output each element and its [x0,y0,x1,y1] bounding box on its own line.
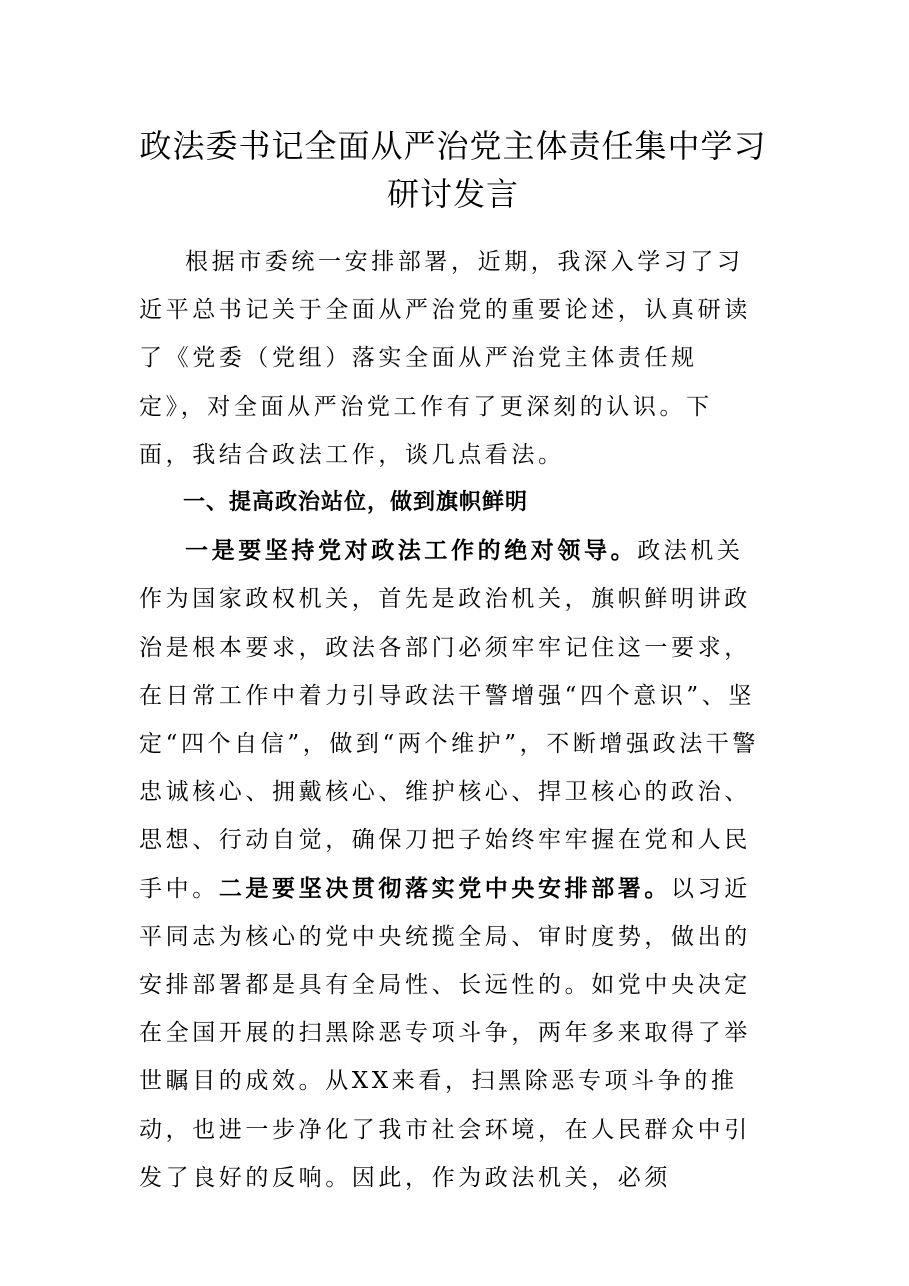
document-body [139,238,761,1202]
intro-paragraph: 根据市委统一安排部署，近期，我深入学习了习近平总书记关于全面从严治党的重要论述，认真研读了《党委（党组）落实全面从严治党主体责任规定》，对全面从严治党工作有了更深刻的认识。下面，我结合政法工作，谈几点看法。 [139,249,751,468]
point-1-lead: 一是要坚持党对政法工作的绝对领导。 [185,537,638,565]
point-1-text: 政法机关作为国家政权机关，首先是政治机关，旗帜鲜明讲政治是根本要求，政法各部门必须牢牢记住这一要求，在日常工作中着力引导政法干警增强“四个意识”、坚定“四个自信”，做到“两个维护”，不断增强政法干警忠诚核心、拥戴核心、维护核心、捍卫核心的政治、思想、行动自觉，确保刀把子始终牢牢握在党和人民手中。 [139,538,760,902]
document-title: 政法委书记全面从严治党主体责任集中学习研讨发言 [139,127,767,213]
point-2-lead: 二是要坚决贯彻落实党中央安排部署。 [218,874,672,902]
point-2-text: 以习近平同志为核心的党中央统揽全局、审时度势，做出的安排部署都是具有全局性、长远性的。如党中央决定在全国开展的扫黑除恶专项斗争，两年多来取得了举世瞩目的成效。从XX来看，扫黑除恶专项斗争的推动，也进一步净化了我市社会环境，在人民群众中引发了良好的反响。因此，作为政法机关，必须 [139,875,751,1191]
body-paragraph [139,527,761,1202]
section-heading: 一、提高政治站位，做到旗帜鲜明 [183,490,529,516]
